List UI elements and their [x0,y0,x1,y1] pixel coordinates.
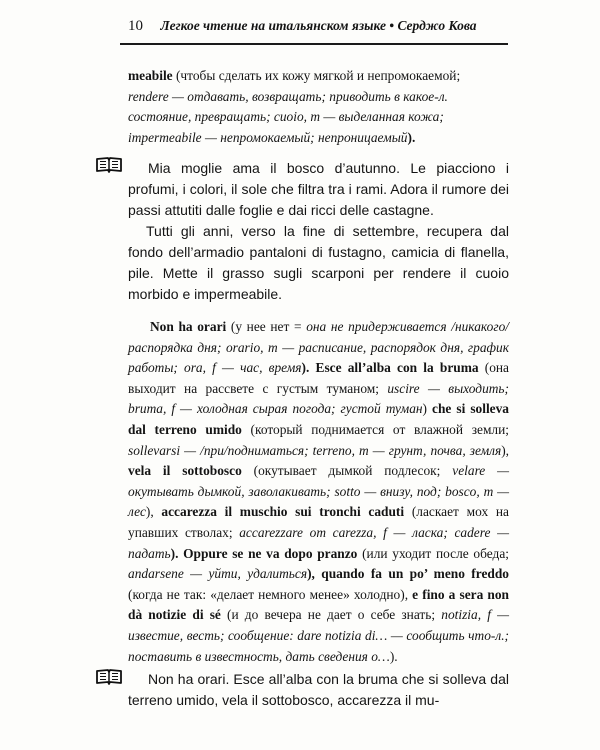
gloss-term: meabile [128,68,173,83]
gloss-translation: (когда не так: «делает немного менее» холодно), [128,586,413,602]
gloss-term: accarezza il muschio sui tronchi caduti [161,504,405,520]
gloss-term: Oppure se ne va dopo pranzo [183,545,358,561]
open-book-icon [96,157,122,173]
gloss-punct: ), [145,504,162,520]
reading-passage [128,158,509,305]
gloss-definition: accarezzare от carezza, f — ласка; cadere — падать [128,524,509,561]
gloss-translation: (чтобы сделать их кожу мягкой и непромокаемой; [172,68,461,83]
gloss-punct: ) [422,401,433,417]
open-book-icon [96,669,122,685]
gloss-line: rendere — отдавать, возвращать; приводить в какое-л. [128,88,448,104]
gloss-definition: sollevarsi — /при/подниматься; terreno, m — грунт, почва, земля [128,442,502,458]
gloss-definition: notizia, f — известие, весть; сообщение: dare notizia di… — сообщить что-л.; поставить в известность, дать сведения о… [128,607,510,664]
gloss-definition: velare — окутывать дымкой, заволакивать; sotto — внизу, под; bosco, m — лес [128,463,510,520]
gloss-translation: (и до вечера не дает о себе знать; [220,607,442,623]
reading-passage [128,669,509,711]
gloss-line: состояние, превращать; cuoio, m — выделанная кожа; [128,109,444,125]
gloss-punct: ). [170,545,184,561]
reading-paragraph: Tutti gli anni, verso la fine di settembre, recupera dal fondo dell’armadio pantaloni di fustagno, camicia di flanella, pile. Mette il grasso sugli scarponi per rendere il cuoio morbido e impermeabile. [128,223,509,302]
gloss-translation: (окутывает дымкой подлесок; [241,463,453,479]
gloss-punct: ). [301,360,316,376]
author-name: Серджо Кова [397,18,477,33]
gloss-term: Esce all’alba con la bruma [315,360,479,376]
reading-paragraph: Non ha orari. Esce all’alba con la bruma che si solleva dal terreno umido, vela il sottobosco, accarezza il mu- [128,671,509,708]
gloss-translation: (ласкает мох на упавших стволах; [128,504,509,540]
gloss-definition: uscire — выходить; bruma, f — холодная сырая погода; густой туман [128,380,509,417]
gloss-definition: andarsene — уйти, удалиться [128,566,308,582]
gloss-punct: ), [501,442,509,458]
gloss-line [128,128,509,149]
gloss-translation: (или уходит после обеда; [357,545,509,561]
gloss-definition: она не придерживается /никакого/ распорядка дня; orario, m — расписание, распорядок дня, график работы; ora, f — час, время [128,319,510,376]
gloss-term: quando fa un po’ meno freddo [321,566,509,582]
page-number: 10 [128,18,143,34]
running-title: Легкое чтение на итальянском языке [160,18,386,33]
reading-paragraph: Mia moglie ama il bosco d’autunno. Le piacciono i profumi, i colori, il sole che filtra tra i rami. Adora il rumore dei passi attutiti dalle foglie e dai ricci delle castagne. [128,160,509,218]
gloss-term: vela il sottobosco [128,463,242,479]
gloss-line [128,66,509,87]
gloss-continuation [128,66,509,148]
gloss-translation: (у нее нет = [226,319,307,334]
gloss-paragraph [128,317,509,667]
gloss-punct: ). [389,648,398,664]
gloss-term: che si solleva dal terreno umido [128,401,509,437]
gloss-term: Non ha orari [150,319,227,334]
title-separator: • [389,18,395,33]
gloss-text [128,317,509,667]
gloss-close: ). [407,129,416,145]
header-rule [120,43,508,45]
gloss-translation: (она выходит на рассвете с густым туманом; [128,360,509,396]
gloss-term: e fino a sera non dà notizie di sé [128,586,509,623]
running-header [128,18,508,35]
gloss-punct: ), [307,566,322,582]
gloss-definition: impermeabile — непромокаемый; непроницаемый [128,129,408,145]
gloss-translation: (который поднимается от влажной земли; [241,421,510,437]
